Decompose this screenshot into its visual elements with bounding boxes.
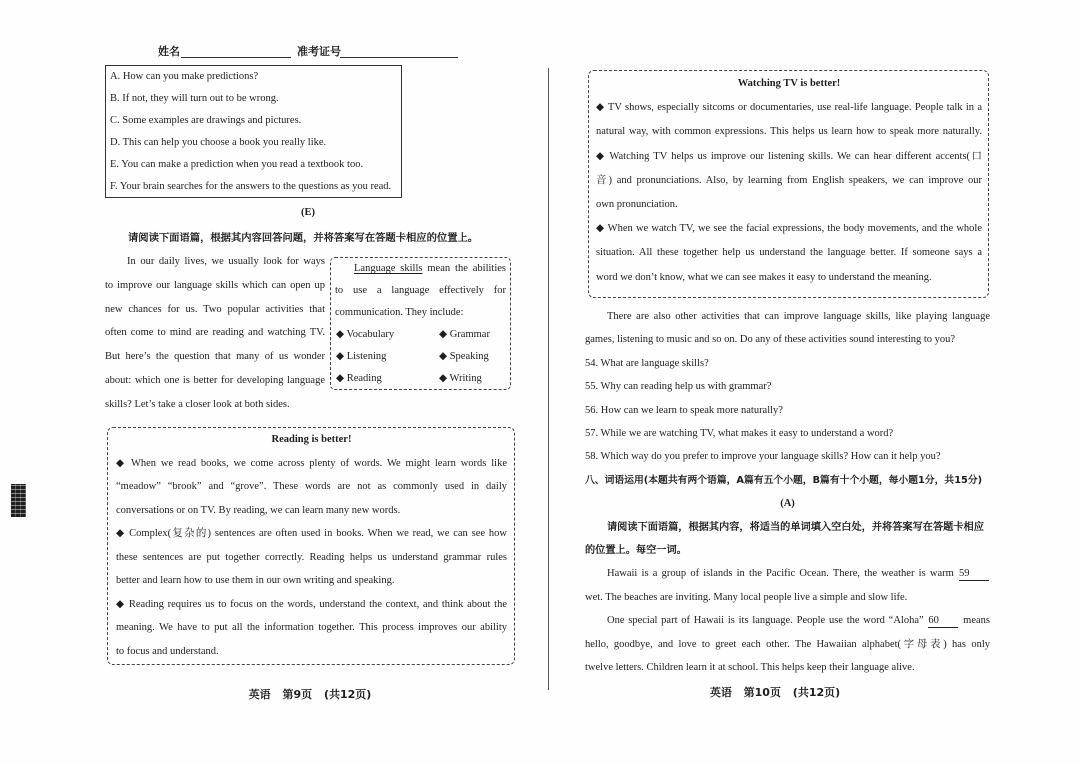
intro-line: skills? Let’s take a closer look at both sides. bbox=[105, 398, 290, 410]
page-footer-left: 英语 第9页 (共12页) bbox=[248, 688, 372, 701]
section-a-instruction: 的位置上。每空一词。 bbox=[585, 545, 687, 557]
name-label: 姓名 bbox=[158, 45, 180, 58]
skill-label: Vocabulary bbox=[346, 329, 395, 340]
skill-item bbox=[336, 324, 439, 346]
tv-line: situation. All these together help us understand the language better. If someone says a bbox=[596, 247, 982, 259]
reading-line: ◆ When we read books, we come across plenty of words. We might learn words like bbox=[116, 457, 507, 469]
skills-list bbox=[335, 324, 506, 390]
skill-item bbox=[439, 324, 506, 346]
skill-label: Grammar bbox=[449, 329, 490, 340]
skills-definition-rest: mean the abilities bbox=[422, 263, 507, 274]
passage-text: Hawaii is a group of islands in the Pacific Ocean. There, the weather is warm bbox=[607, 568, 954, 580]
option-b: B. If not, they will turn out to be wrong. bbox=[110, 93, 279, 104]
question-58: 58. Which way do you prefer to improve your language skills? How can it help you? bbox=[585, 451, 941, 463]
intro-paragraph bbox=[105, 250, 325, 417]
reading-box-title: Reading is better! bbox=[271, 434, 352, 445]
diamond-bullet-icon: ◆ bbox=[439, 329, 448, 340]
option-f: F. Your brain searches for the answers to the questions as you read. bbox=[110, 181, 392, 192]
intro-line: often come to mind are reading and watching TV. bbox=[105, 327, 325, 339]
blank-60: 60 bbox=[928, 615, 958, 628]
section-a-label: (A) bbox=[780, 498, 795, 510]
reading-line: these sentences are put together correctly. Reading helps us understand grammar rules bbox=[116, 551, 507, 563]
diamond-bullet-icon: ◆ bbox=[439, 351, 448, 362]
question-55: 55. Why can reading help us with grammar? bbox=[585, 381, 772, 393]
passage-text: One special part of Hawaii is its language. People use the word “Aloha” bbox=[607, 615, 924, 627]
name-blank-line bbox=[181, 57, 291, 58]
diamond-bullet-icon: ◆ bbox=[336, 329, 345, 340]
tv-line: natural way, with common expressions. This helps us learn how to speak more naturally. bbox=[596, 126, 982, 138]
passage-text: means bbox=[963, 615, 990, 627]
intro-line: In our daily lives, we usually look for ways bbox=[127, 256, 325, 267]
reading-line: ◆ Reading requires us to focus on the words, understand the context, and think about the bbox=[116, 598, 507, 610]
question-54: 54. What are language skills? bbox=[585, 357, 709, 369]
tv-line: ◆ TV shows, especially sitcoms or documentaries, use real-life language. People talk in a bbox=[596, 102, 982, 114]
passage-line: hello, goodbye, and love to greet each other. The Hawaiian alphabet(字母表) has only bbox=[585, 638, 990, 650]
reading-line: “meadow” “brook” and “grove”. These words are not as commonly used in daily bbox=[116, 481, 507, 492]
closing-line: games, listening to music and so on. Do any of these activities sound interesting to you? bbox=[585, 334, 956, 346]
diamond-bullet-icon: ◆ bbox=[439, 373, 448, 384]
passage-line: wet. The beaches are inviting. Many local people live a simple and slow life. bbox=[585, 591, 908, 603]
blank-59: 59 bbox=[959, 568, 989, 581]
intro-line: But here’s the question that many of us wonder bbox=[105, 351, 325, 363]
passage-line bbox=[585, 609, 990, 632]
skill-label: Speaking bbox=[449, 351, 489, 362]
section-e-label: (E) bbox=[301, 207, 315, 218]
skills-definition-line: communication. They include: bbox=[335, 307, 464, 318]
diamond-bullet-icon: ◆ bbox=[336, 351, 345, 362]
skills-definition-line bbox=[335, 258, 506, 280]
reading-line: meaning. We have to put all the information together. This process improves our ability bbox=[116, 622, 507, 633]
question-57: 57. While we are watching TV, what makes it easy to understand a word? bbox=[585, 428, 894, 440]
language-skills-box bbox=[330, 257, 511, 390]
tv-line: word we don’t know, what we can see makes it easy to understand the meaning. bbox=[596, 271, 932, 283]
intro-line: to improve our language skills which can open up bbox=[105, 279, 325, 291]
intro-line: about: which one is better for developing language bbox=[105, 374, 325, 386]
skills-definition-line: to use a language effectively for bbox=[335, 285, 506, 296]
tv-line: 音) and pronunciations. Also, by learning from English speakers, we can improve our bbox=[596, 174, 982, 186]
ticket-number-blank-line bbox=[340, 57, 458, 58]
option-a: A. How can you make predictions? bbox=[110, 71, 259, 82]
skill-label: Reading bbox=[346, 373, 382, 384]
closing-line: There are also other activities that can improve language skills, like playing language bbox=[607, 311, 990, 322]
page-divider bbox=[548, 68, 549, 690]
skill-item bbox=[336, 346, 439, 368]
tv-line: ◆ Watching TV helps us improve our listening skills. We can hear different accents(口 bbox=[596, 150, 982, 162]
passage-line bbox=[585, 562, 990, 585]
right-page-body bbox=[585, 305, 990, 680]
reading-line: conversations or on TV. By reading, we can learn many new words. bbox=[116, 504, 401, 516]
diamond-bullet-icon: ◆ bbox=[336, 373, 345, 384]
section-a-instruction: 请阅读下面语篇，根据其内容，将适当的单词填入空白处，并将答案写在答题卡相应 bbox=[607, 521, 984, 533]
reading-line: ◆ Complex(复杂的) sentences are often used in books. When we read, we can see how bbox=[116, 528, 507, 539]
option-d: D. This can help you choose a book you really like. bbox=[110, 137, 327, 148]
language-skills-term: Language skills bbox=[354, 263, 423, 274]
tv-line: own pronunciation. bbox=[596, 199, 678, 211]
tv-box-title: Watching TV is better! bbox=[737, 78, 841, 89]
section-e-instruction: 请阅读下面语篇，根据其内容回答问题，并将答案写在答题卡相应的位置上。 bbox=[128, 232, 479, 244]
reading-line: better and learn how to use them in our own writing and speaking. bbox=[116, 575, 395, 586]
skill-label: Listening bbox=[346, 351, 387, 362]
option-c: C. Some examples are drawings and pictures. bbox=[110, 115, 302, 126]
tv-line: ◆ When we watch TV, we see the facial expressions, the body movements, and the whole bbox=[596, 223, 982, 235]
intro-line: new chances for us. Two popular activities that bbox=[105, 303, 325, 315]
question-56: 56. How can we learn to speak more naturally? bbox=[585, 404, 783, 416]
watching-tv-is-better-box bbox=[588, 70, 989, 298]
skill-item bbox=[439, 368, 506, 390]
skill-label: Writing bbox=[449, 373, 482, 384]
candidate-header bbox=[0, 44, 540, 60]
reading-line: to focus and understand. bbox=[116, 645, 219, 657]
part-8-heading: 八、词语运用(本题共有两个语篇，A篇有五个小题，B篇有十个小题，每小题1分，共15分) bbox=[585, 474, 983, 486]
ticket-number-label: 准考证号 bbox=[297, 45, 341, 58]
page-footer-right: 英语 第10页 (共12页) bbox=[709, 686, 841, 699]
skill-item bbox=[336, 368, 439, 390]
reading-is-better-box bbox=[107, 427, 515, 665]
passage-line: twelve letters. Children learn it at school. This helps keep their language alive. bbox=[585, 662, 915, 674]
options-box bbox=[105, 65, 402, 198]
binding-edge-mark bbox=[11, 484, 26, 517]
skill-item bbox=[439, 346, 506, 368]
option-e: E. You can make a prediction when you read a textbook too. bbox=[110, 159, 364, 170]
